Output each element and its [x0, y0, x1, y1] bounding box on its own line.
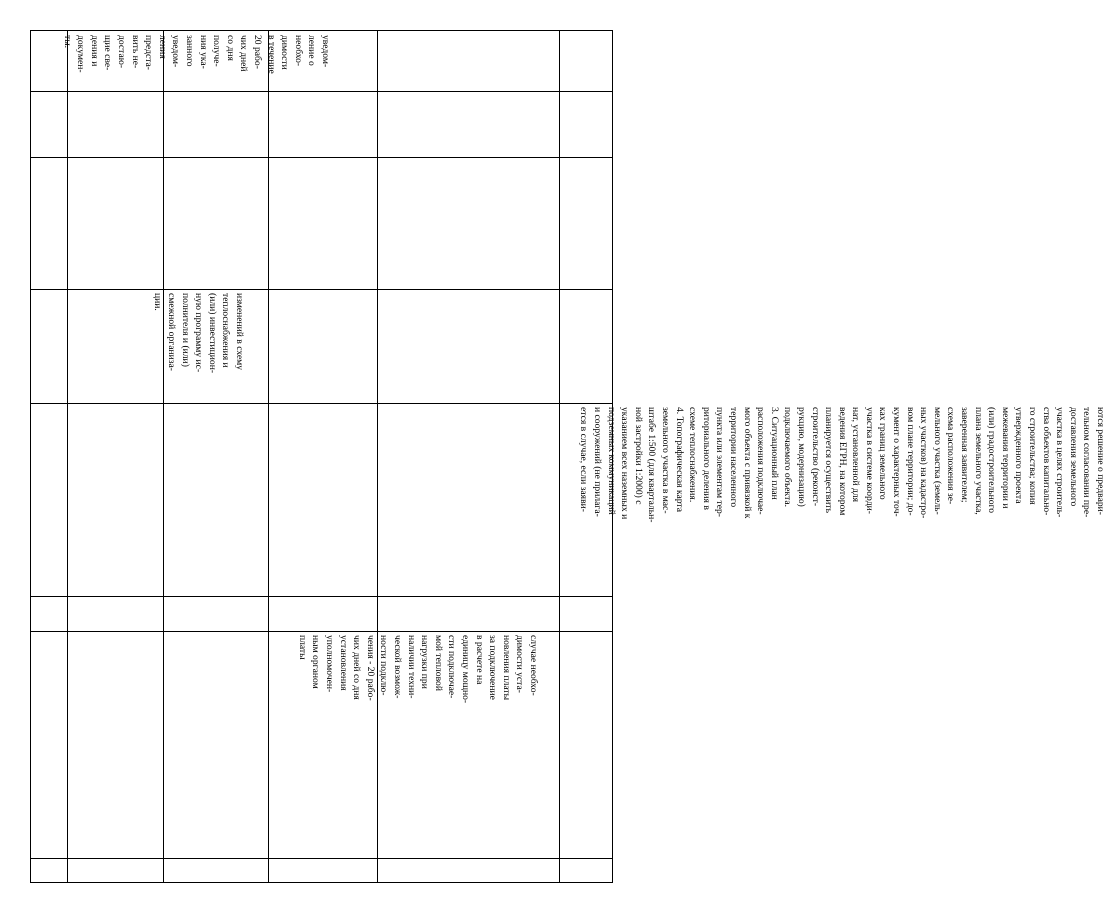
text-line: случае необхо- [527, 635, 539, 696]
text-line: вить не- [129, 35, 141, 69]
text-line: достаю- [116, 35, 128, 69]
text-line: 20 рабо- [252, 35, 264, 69]
text-line: схеме теплоснабжения. [687, 407, 699, 503]
documents-text [577, 407, 1107, 522]
text-line: щие све- [102, 35, 114, 71]
text-line: докумен- [75, 35, 87, 73]
text-line: земельного участка в мас- [660, 407, 672, 514]
text-line: занного [184, 35, 196, 67]
text-line: уведом- [320, 35, 331, 68]
text-line: межевания территории и [1000, 407, 1012, 509]
text-line: за подключение [487, 635, 499, 700]
text-line: димости уста- [514, 635, 526, 693]
text-line: ной застройки 1:2000) с [633, 407, 645, 505]
text-line: ется в случае, если заяви- [578, 407, 590, 512]
text-line: ства объектов капитально- [1041, 407, 1053, 516]
text-line: планируется осуществить [823, 407, 835, 513]
text-line: тельном согласовании пре- [1081, 407, 1093, 518]
text-line: расположения подключае- [755, 407, 767, 515]
text-line: ческой возмож- [391, 635, 403, 699]
rotated-table [30, 30, 1107, 883]
documents-block [577, 407, 1117, 882]
text-line: указанием всех наземных и [619, 407, 631, 520]
text-line: вом плане территории; до- [905, 407, 917, 516]
text-line: мого объекта с привязкой к [741, 407, 753, 519]
text-line: и сооружений (не прилага- [592, 407, 604, 517]
text-line: ных участков) на кадастро- [918, 407, 930, 519]
text-line: ются решение о предвари- [1095, 407, 1107, 515]
text-line: в расчете на [473, 635, 485, 685]
text-line: нат, установленной для [850, 407, 862, 503]
text-line: установления [337, 635, 349, 691]
text-line: теплоснабжения и [220, 293, 232, 368]
text-line: ках границ земельного [877, 407, 889, 500]
text-line: штабе 1:500 (для квартальн- [646, 407, 658, 523]
text-line: наличии техни- [405, 635, 417, 699]
text-line: чих дней [238, 35, 250, 72]
text-line: го строительства; копия [1027, 407, 1039, 505]
text-line: доставления земельного [1068, 407, 1080, 507]
text-line: чих дней со дня [351, 635, 363, 700]
text-line: заверенная заявителем; [959, 407, 971, 503]
text-line: утвержденного проекта [1013, 407, 1025, 504]
text-line: ния ука- [197, 35, 209, 69]
text-line: территории населенного [728, 407, 740, 508]
text-line: ным органом [310, 635, 322, 689]
text-line: 4. Топографическая карта [673, 407, 685, 512]
text-line: мельного участка (земель- [932, 407, 944, 515]
text-line: чения - 20 рабо- [364, 635, 376, 701]
text-line: единицу мощно- [459, 635, 471, 704]
text-line: ности подклю- [378, 635, 390, 696]
deadline-text [60, 35, 332, 74]
text-line: смежной организа- [166, 293, 178, 371]
text-line: дения и [88, 35, 100, 67]
text-line: уведом- [170, 35, 182, 68]
text-line: ведения ЕГРН, на котором [837, 407, 849, 516]
text-line: (или) инвестицион- [207, 293, 218, 374]
text-line: ции. [152, 293, 164, 311]
text-line: рукцию, модернизацию) [796, 407, 808, 507]
text-line: изменений в схему [234, 293, 246, 371]
text-line: риториального деления в [701, 407, 713, 510]
text-line: ления [156, 35, 168, 59]
payment-text [295, 635, 540, 703]
text-line: участка в целях строитель- [1054, 407, 1066, 518]
text-line: подключаемого объекта. [782, 407, 794, 508]
text-line: плана земельного участка, [973, 407, 985, 515]
text-line: предста- [143, 35, 155, 70]
text-line: подземных коммуникаций [606, 407, 618, 515]
text-line: нагрузки при [419, 635, 431, 689]
text-line: полнителя и (или) [179, 293, 191, 367]
text-line: мой тепловой [432, 635, 444, 691]
text-line: со дня [224, 35, 236, 61]
text-line: в течение [265, 35, 277, 74]
text-line: ты. [61, 35, 73, 49]
text-line: (или) градостроительного [986, 407, 998, 514]
text-line: пункта или элементам тер- [714, 407, 726, 517]
text-line: получе- [211, 35, 223, 67]
text-line: строительство (реконст- [809, 407, 821, 507]
text-line: необхо- [292, 35, 304, 67]
column-divider [559, 31, 560, 882]
text-line: схема расположения зе- [945, 407, 957, 505]
text-line: кумент о характерных точ- [891, 407, 903, 517]
text-line: димости [279, 35, 291, 70]
payment-block [295, 635, 555, 882]
text-line: 3. Ситуационный план [769, 407, 781, 500]
text-line: уполномочен- [323, 635, 335, 693]
text-line: ную программу ис- [193, 293, 205, 373]
result-text [151, 293, 246, 373]
text-line: новления платы [500, 635, 512, 701]
text-line: участка в системе коорди- [864, 407, 876, 514]
text-line: ление о [306, 35, 318, 66]
text-line: платы [296, 635, 308, 660]
text-line: сти подключае- [446, 635, 458, 699]
